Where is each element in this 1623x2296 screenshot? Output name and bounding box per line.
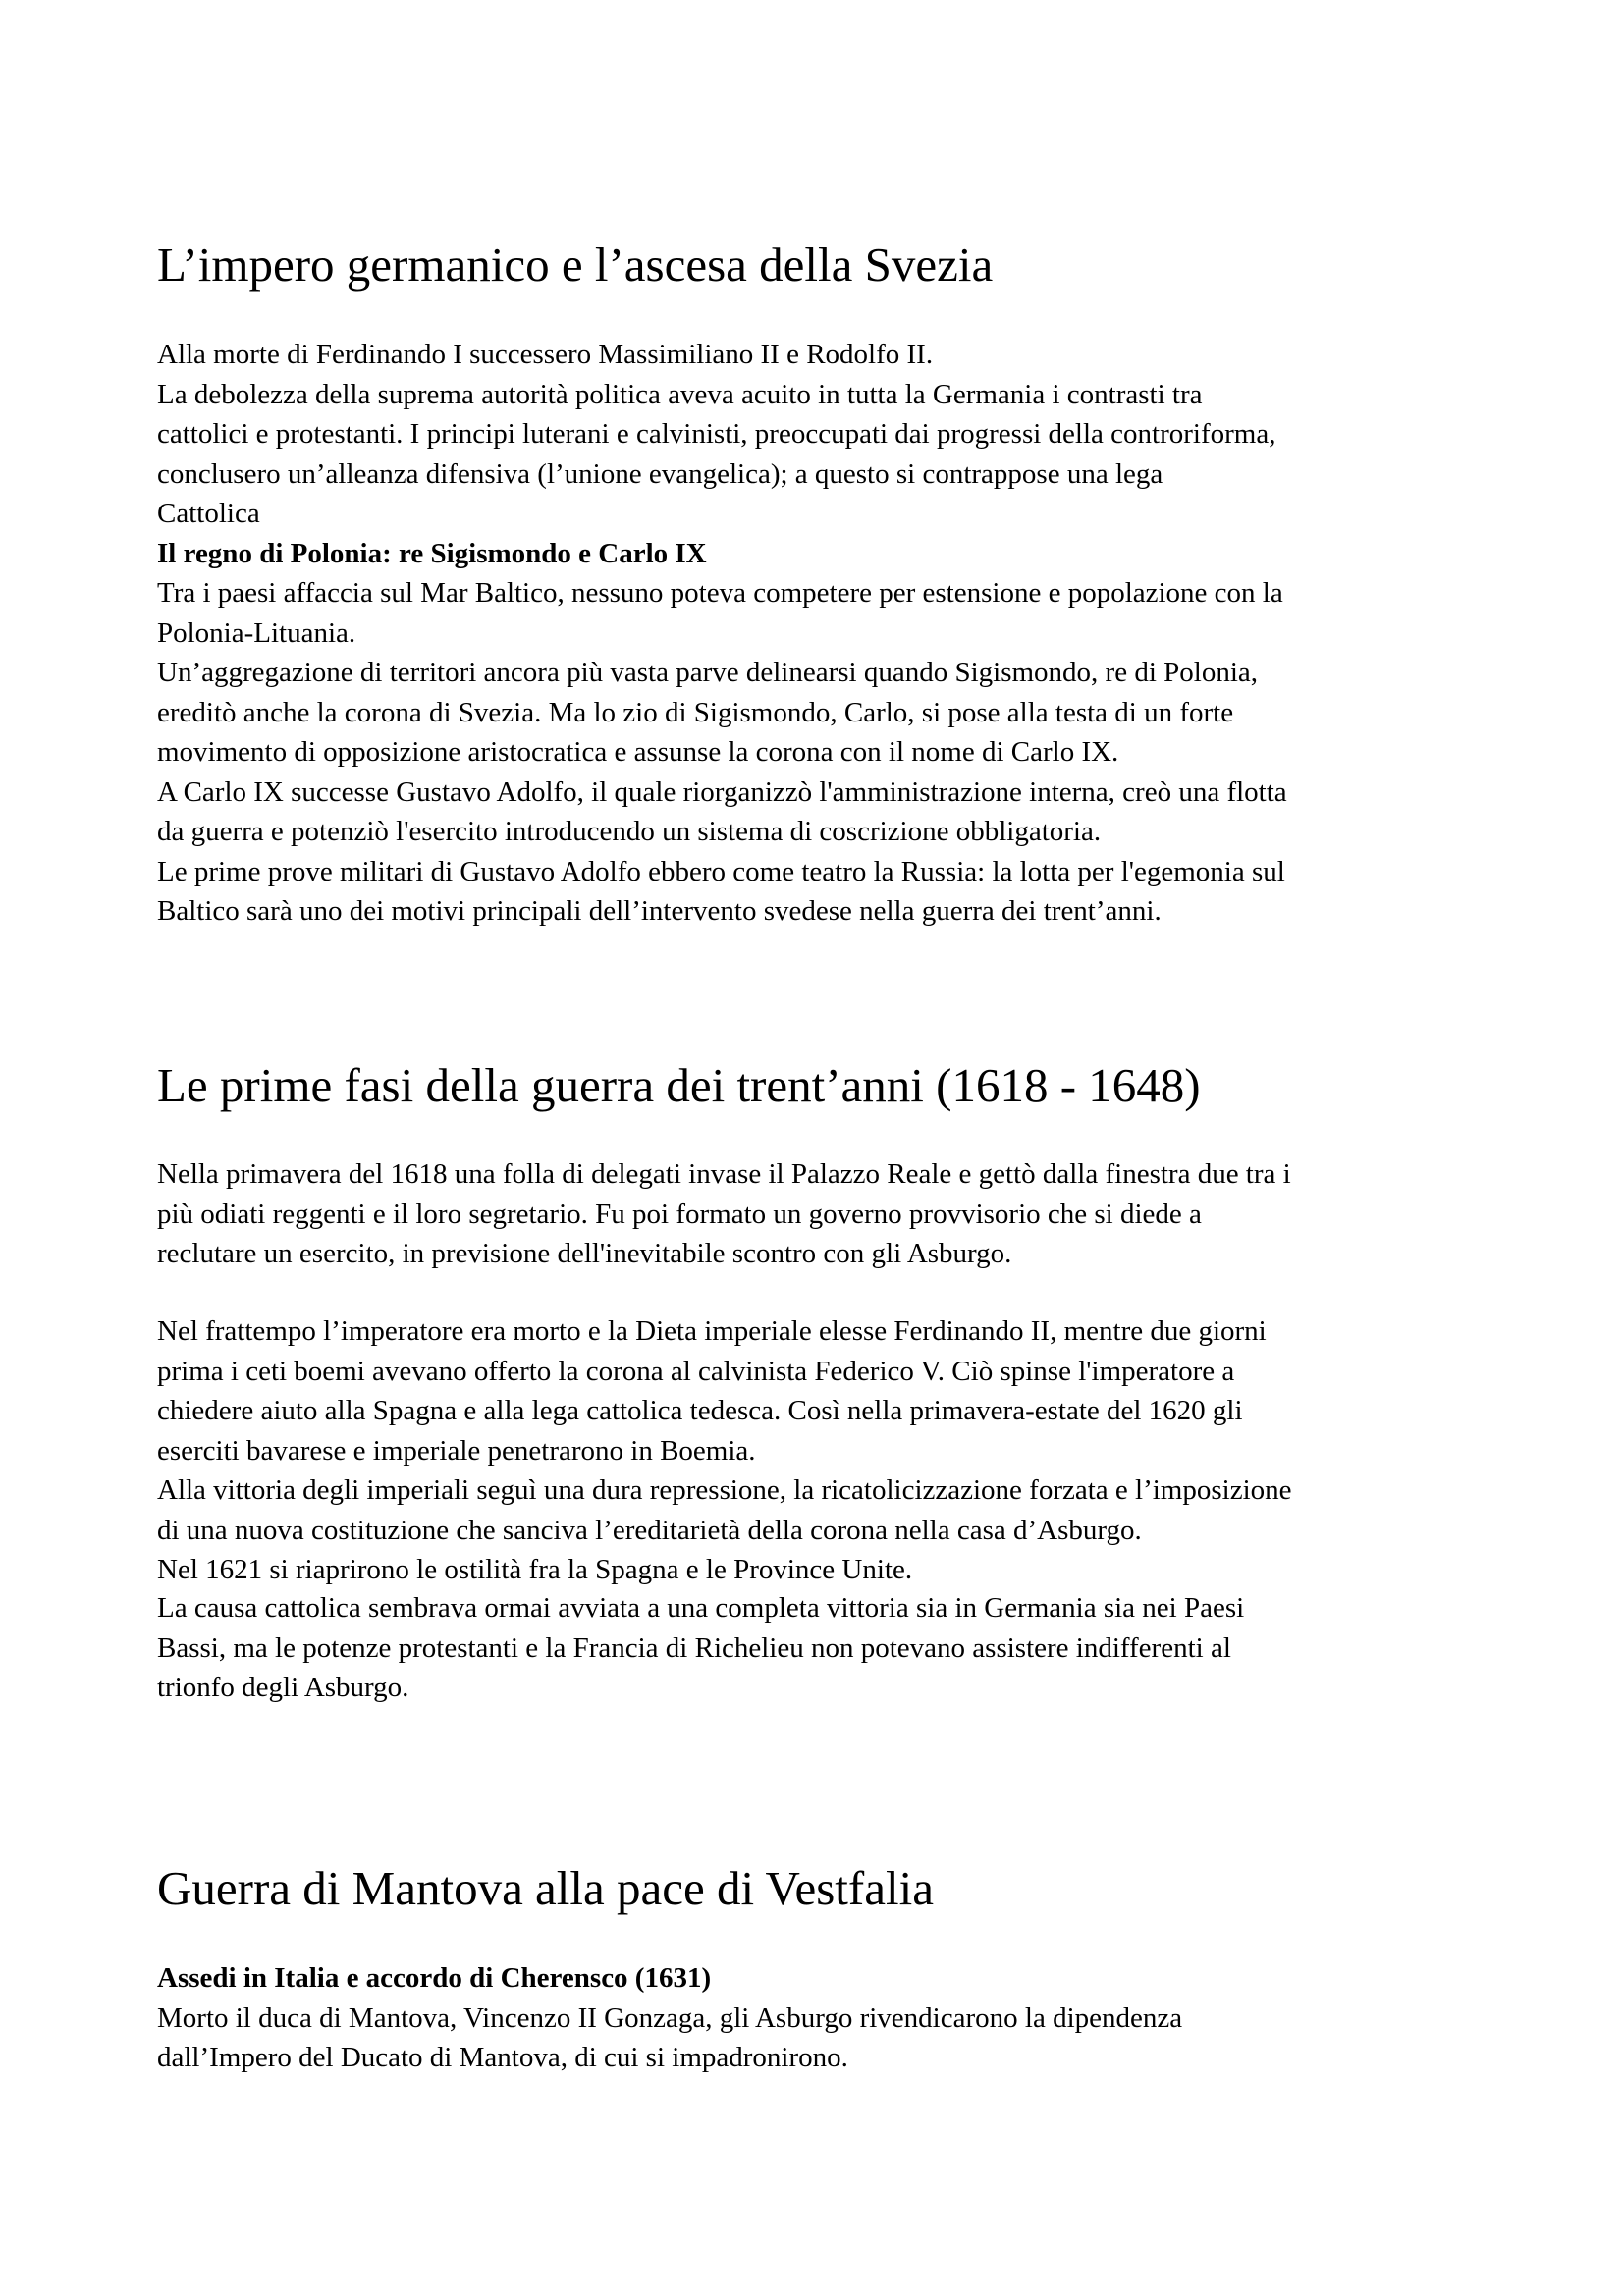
text-line: più odiati reggenti e il loro segretario. Fu poi formato un governo provvisorio che si diede a <box>157 1198 1202 1230</box>
text-line: da guerra e potenziò l'esercito introducendo un sistema di coscrizione obbligatoria. <box>157 816 1102 847</box>
text-line: Bassi, ma le potenze protestanti e la Francia di Richelieu non potevano assistere indifferenti al <box>157 1631 1231 1664</box>
text-line: A Carlo IX successe Gustavo Adolfo, il quale riorganizzò l'amministrazione interna, creò una flotta <box>157 775 1287 808</box>
text-line: Le prime prove militari di Gustavo Adolfo ebbero come teatro la Russia: la lotta per l'egemonia sul <box>157 855 1285 887</box>
paragraph-1618 <box>157 1154 1291 1274</box>
text-line: La causa cattolica sembrava ormai avviata a una completa vittoria sia in Germania sia nei Paesi <box>157 1592 1245 1624</box>
text-line: reclutare un esercito, in previsione dell'inevitabile scontro con gli Asburgo. <box>157 1238 1012 1269</box>
text-line: chiedere aiuto alla Spagna e alla lega cattolica tedesca. Così nella primavera-estate del 1620 gli <box>157 1395 1243 1426</box>
section-body-impero-germanico <box>157 335 1287 932</box>
paragraph-causa-cattolica <box>157 1588 1244 1708</box>
subheading-polonia: Il regno di Polonia: re Sigismondo e Carlo IX <box>157 537 707 569</box>
text-line: Tra i paesi affaccia sul Mar Baltico, nessuno poteva competere per estensione e popolazione con la <box>157 577 1283 609</box>
text-line: cattolici e protestanti. I principi luterani e calvinisti, preoccupati dai progressi della controriforma, <box>157 418 1276 450</box>
text-line: Cattolica <box>157 498 260 529</box>
text-line: Polonia-Lituania. <box>157 616 356 649</box>
section-body-guerra-mantova <box>157 1958 1182 2078</box>
text-line: Nel 1621 si riaprirono le ostilità fra la Spagna e le Province Unite. <box>157 1554 913 1585</box>
text-line: trionfo degli Asburgo. <box>157 1672 409 1703</box>
text-line: conclusero un’alleanza difensiva (l’unione evangelica); a questo si contrappose una lega <box>157 457 1163 490</box>
text-line: La debolezza della suprema autorità politica aveva acuito in tutta la Germania i contrasti tra <box>157 378 1203 410</box>
subheading-assedi-italia: Assedi in Italia e accordo di Cherensco (1631) <box>157 1962 712 1994</box>
text-line: ereditò anche la corona di Svezia. Ma lo zio di Sigismondo, Carlo, si pose alla testa di un forte <box>157 696 1234 728</box>
text-line: eserciti bavarese e imperiale penetrarono in Boemia. <box>157 1434 756 1467</box>
text-line: Alla morte di Ferdinando I successero Massimiliano II e Rodolfo II. <box>157 339 934 370</box>
paragraph-ferdinando-ii <box>157 1311 1292 1590</box>
text-line: Alla vittoria degli imperiali seguì una dura repressione, la ricatolicizzazione forzata e l’imposizione <box>157 1474 1292 1506</box>
text-line: Nella primavera del 1618 una folla di delegati invase il Palazzo Reale e gettò dalla finestra due tra i <box>157 1158 1291 1190</box>
text-line: Morto il duca di Mantova, Vincenzo II Gonzaga, gli Asburgo rivendicarono la dipendenza <box>157 2002 1183 2034</box>
section-heading-guerra-mantova: Guerra di Mantova alla pace di Vestfalia <box>157 1861 934 1915</box>
text-line: movimento di opposizione aristocratica e assunse la corona con il nome di Carlo IX. <box>157 736 1119 768</box>
text-line: Un’aggregazione di territori ancora più vasta parve delinearsi quando Sigismondo, re di Polonia, <box>157 657 1259 688</box>
text-line: prima i ceti boemi avevano offerto la corona al calvinista Federico V. Ciò spinse l'imperatore a <box>157 1355 1235 1387</box>
text-line: Baltico sarà uno dei motivi principali dell’intervento svedese nella guerra dei trent’anni. <box>157 895 1162 927</box>
text-line: Nel frattempo l’imperatore era morto e la Dieta imperiale elesse Ferdinando II, mentre due giorni <box>157 1315 1267 1347</box>
text-line: dall’Impero del Ducato di Mantova, di cui si impadronirono. <box>157 2042 848 2073</box>
section-heading-guerra-trent-anni: Le prime fasi della guerra dei trent’anni (1618 - 1648) <box>157 1058 1201 1112</box>
section-heading-impero-germanico: L’impero germanico e l’ascesa della Svezia <box>157 238 994 292</box>
text-line: di una nuova costituzione che sanciva l’ereditarietà della corona nella casa d’Asburgo. <box>157 1514 1142 1546</box>
